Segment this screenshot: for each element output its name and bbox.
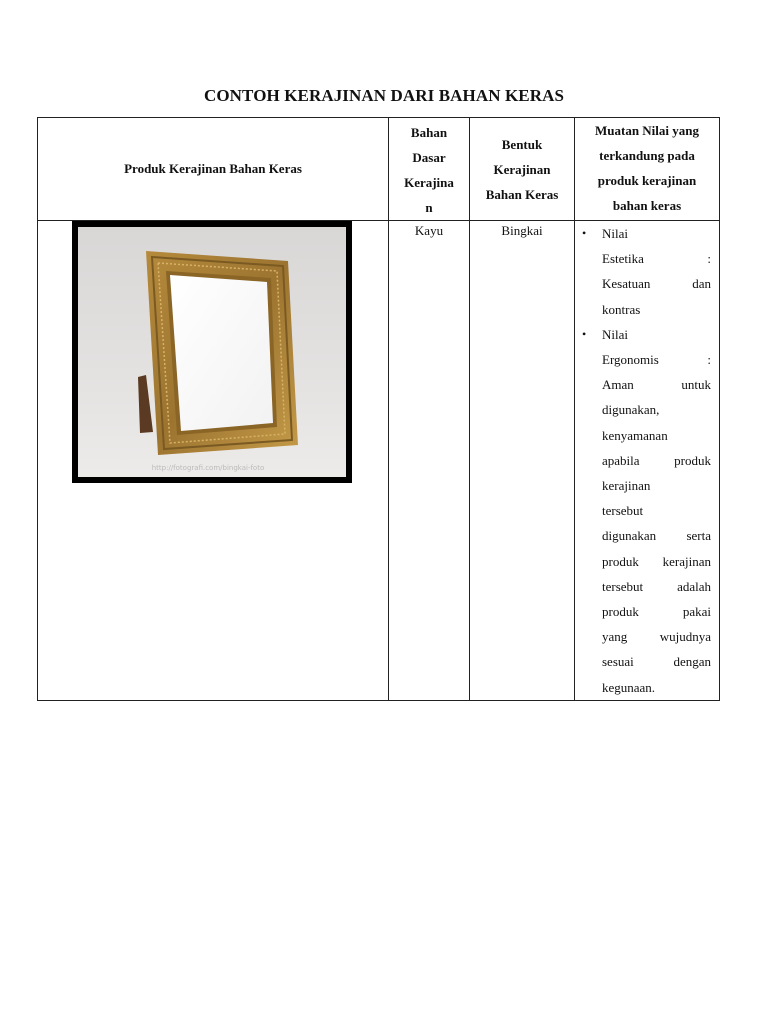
- value-word: :: [707, 251, 711, 267]
- value-word: Kesatuan: [602, 276, 651, 292]
- table-header-row: [38, 118, 720, 221]
- bullet-icon: •: [582, 326, 587, 341]
- value-word: Nilai: [602, 326, 628, 342]
- value-word: Aman: [602, 377, 634, 393]
- value-word: Estetika: [602, 251, 644, 267]
- header-material: Bahan Dasar Kerajina n: [389, 118, 470, 221]
- value-word: yang: [602, 629, 628, 645]
- value-item: [575, 322, 711, 700]
- values-cell: [575, 221, 720, 701]
- value-line: [602, 523, 711, 548]
- value-word: tersebut: [602, 503, 644, 519]
- value-word: kenyamanan: [602, 427, 668, 443]
- value-word: Nilai: [602, 226, 628, 241]
- value-line: [602, 675, 711, 700]
- value-word: kontras: [602, 301, 641, 317]
- value-word: adalah: [677, 578, 711, 594]
- product-image-cell: [38, 221, 389, 701]
- craft-table: [37, 117, 720, 701]
- value-line: [602, 574, 711, 599]
- value-word: produk: [602, 604, 639, 620]
- value-word: kerajinan: [662, 553, 711, 569]
- value-word: produk: [602, 553, 639, 569]
- value-word: tersebut: [602, 578, 644, 594]
- form-cell: Bingkai: [470, 221, 575, 701]
- picture-frame-photo: [72, 221, 352, 483]
- table-row: [38, 221, 720, 701]
- value-word: digunakan,: [602, 402, 660, 418]
- value-word: dan: [692, 276, 711, 292]
- value-line: [602, 246, 711, 271]
- value-word: untuk: [681, 377, 711, 393]
- value-line: [602, 372, 711, 397]
- value-word: Ergonomis: [602, 352, 659, 368]
- value-word: digunakan: [602, 528, 657, 544]
- value-line: [602, 473, 711, 498]
- svg-text:http://fotografi.com/bingkai-f: http://fotografi.com/bingkai-foto: [151, 464, 265, 472]
- value-line: [602, 297, 711, 322]
- value-word: sesuai: [602, 654, 634, 670]
- header-form: Bentuk Kerajinan Bahan Keras: [470, 118, 575, 221]
- value-line: [602, 271, 711, 296]
- value-line: [602, 448, 711, 473]
- value-line: [602, 649, 711, 674]
- value-line: [602, 549, 711, 574]
- header-values: Muatan Nilai yang terkandung pada produk kerajinan bahan keras: [575, 118, 720, 221]
- value-item: [575, 221, 711, 322]
- value-line: [602, 397, 711, 422]
- document-title: CONTOH KERAJINAN DARI BAHAN KERAS: [203, 86, 565, 105]
- value-word: :: [707, 352, 711, 368]
- values-list: [575, 221, 719, 700]
- value-line: [602, 322, 711, 347]
- bullet-icon: •: [582, 226, 587, 240]
- value-line: [602, 423, 711, 448]
- material-cell: Kayu: [389, 221, 470, 701]
- value-line: [602, 624, 711, 649]
- wooden-frame-image: [78, 227, 346, 477]
- value-word: pakai: [682, 604, 711, 620]
- header-product: Produk Kerajinan Bahan Keras: [38, 118, 389, 221]
- value-word: wujudnya: [659, 629, 711, 645]
- value-word: produk: [674, 452, 711, 468]
- value-line: [602, 347, 711, 372]
- value-line: [602, 221, 711, 246]
- value-line: [602, 599, 711, 624]
- value-word: dengan: [673, 654, 711, 670]
- value-word: serta: [686, 528, 711, 544]
- value-word: kerajinan: [602, 478, 651, 494]
- value-word: apabila: [602, 452, 640, 468]
- value-word: kegunaan.: [602, 679, 656, 695]
- value-line: [602, 498, 711, 523]
